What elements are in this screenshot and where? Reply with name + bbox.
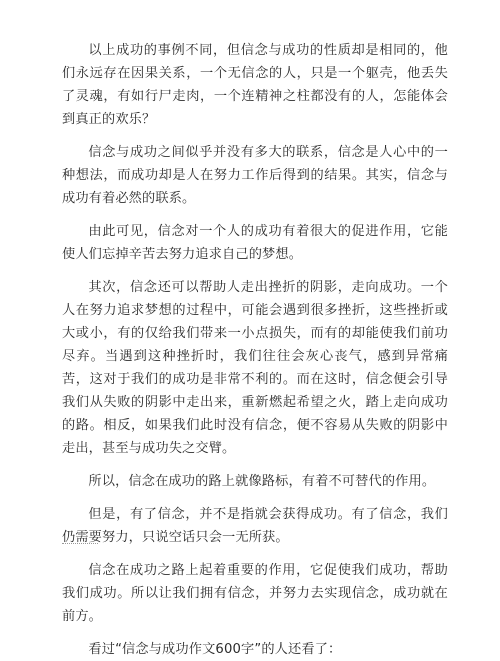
related-articles-heading: 看过“信念与成功作文600字”的人还看了：: [88, 642, 342, 657]
paragraph-1: 以上成功的事例不同，但信念与成功的性质却是相同的，他们永远存在因果关系，一个无信念的人，只是一个躯壳，他丢失了灵魂，有如行尸走肉，一个连精神之柱都没有的人，怎能体会到真正的欢乐？: [62, 43, 448, 127]
article-body: [62, 39, 448, 661]
paragraph-7: 信念在成功之路上起着重要的作用，它促使我们成功，帮助我们成功。所以让我们拥有信念，并努力去实现信念，成功就在前方。: [62, 563, 448, 624]
paragraph-5: 所以，信念在成功的路上就像路标，有着不可替代的作用。: [88, 474, 436, 489]
dotted-divider: [62, 543, 98, 544]
paragraph-3: 由此可见，信念对一个人的成功有着很大的促进作用，它能使人们忘掉辛苦去努力追求自己的梦想。: [62, 224, 448, 262]
paragraph-2: 信念与成功之间似乎并没有多大的联系，信念是人心中的一种想法，而成功却是人在努力工作后得到的结果。其实，信念与成功有着必然的联系。: [62, 145, 448, 206]
paragraph-6: 但是，有了信念，并不是指就会获得成功。有了信念，我们仍需要努力，只说空话只会一无所获。: [62, 507, 448, 545]
paragraph-4: 其次，信念还可以帮助人走出挫折的阴影，走向成功。一个人在努力追求梦想的过程中，可能会遇到很多挫折，这些挫折或大或小，有的仅给我们带来一小点损失，而有的却能使我们前功尽弃。当遇到这种挫折时，我们往往会灰心丧气，感到异常痛苦，这对于我们的成功是非常不利的。而在这时，信念便会引导我们从失败的阴影中走出来，重新燃起希望之火，踏上走向成功的路。相反，如果我们此时没有信念，便不容易从失败的阴影中走出，甚至与成功失之交臂。: [62, 280, 448, 456]
